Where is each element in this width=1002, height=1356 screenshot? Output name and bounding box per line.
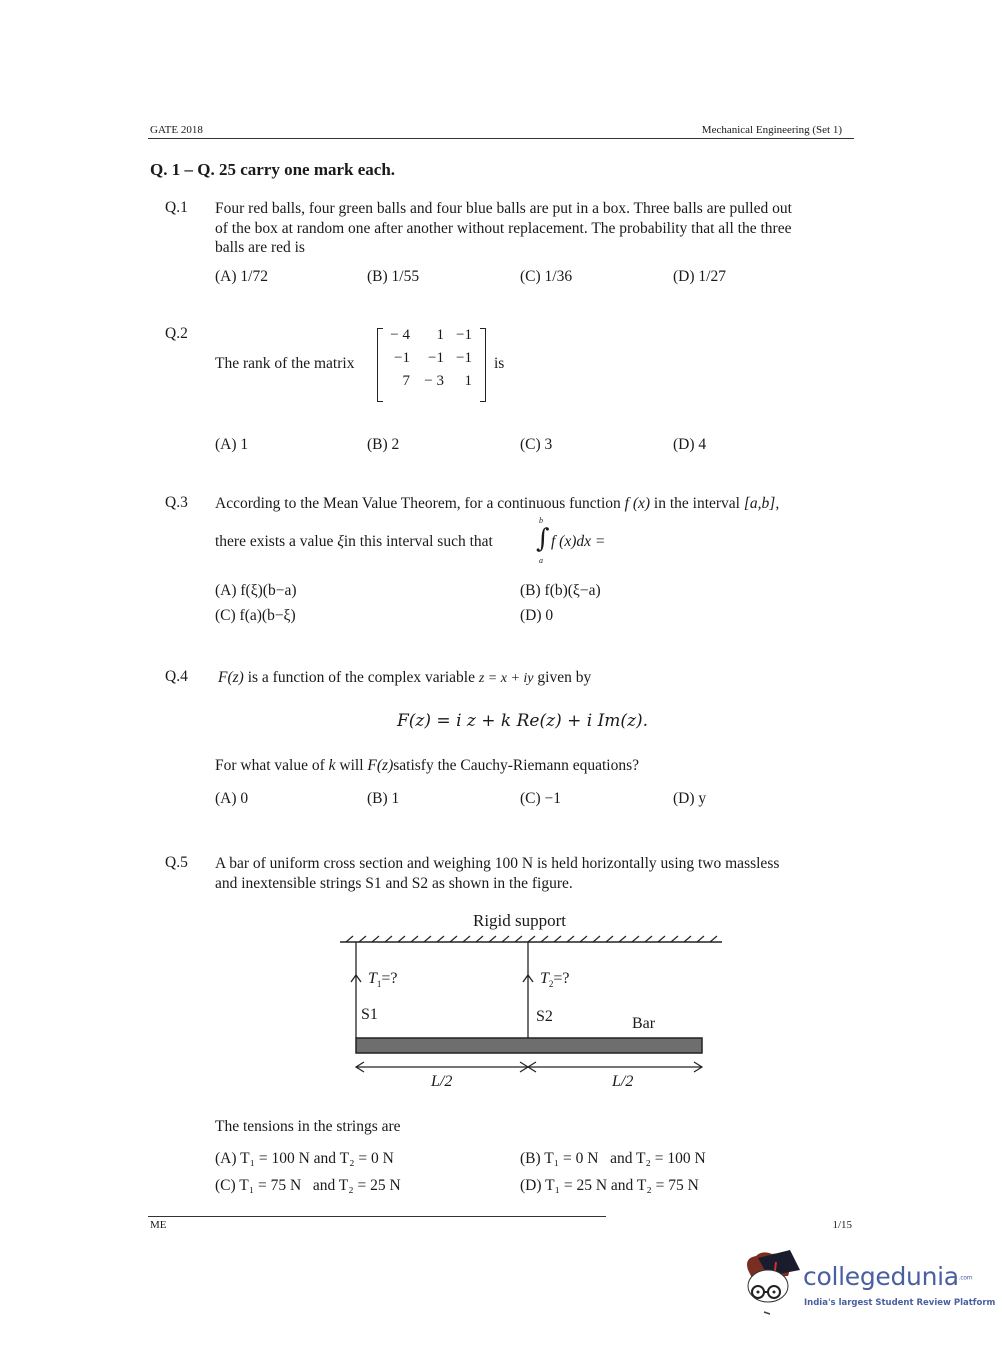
math: ξ [337,533,344,550]
text-line: and inextensible strings S1 and S2 as shown in the figure. [215,874,573,892]
s2-label: S2 [536,1008,553,1025]
bar-label: Bar [632,1015,656,1032]
integral-sign: ∫ [536,524,550,554]
t-symbol: T [368,970,377,987]
text: According to the Mean Value Theorem, for a continuous function [215,495,621,512]
question-line-2 [215,532,493,552]
math: F(z) [218,669,244,686]
brand-tagline: India's largest Student Review Platform [804,1298,996,1308]
matrix-cell: −1 [428,350,444,366]
question-text [215,854,855,893]
text: there exists a value [215,533,334,550]
option-a[interactable]: (A) 0 [215,790,249,807]
brand-suffix: .com [958,1274,973,1282]
bar-strings-diagram [330,905,740,1100]
footer-page-number: 1/15 [832,1219,852,1231]
question-line-1 [218,668,591,689]
text: will [339,757,364,774]
text-line: of the box at random one after another without replacement. The probability that all the three [215,219,792,237]
integrand: f (x)dx = [551,533,606,550]
footer-rule [148,1216,606,1217]
math: [a,b], [743,495,780,512]
question-number: Q.3 [165,494,188,511]
section-title: Q. 1 – Q. 25 carry one mark each. [150,160,396,179]
option-d[interactable]: (D) y [673,790,707,807]
text: in the interval [653,495,740,512]
header-left: GATE 2018 [150,124,203,136]
math: f (x) [624,495,651,512]
question-text-after: is [494,355,505,372]
option-b[interactable]: (B) 1 [367,790,400,807]
t-symbol: T [540,970,549,987]
option-a[interactable]: (A) T₁ = 100 N and T₂ = 0 N [215,1150,394,1167]
matrix [376,327,472,390]
option-c[interactable]: (C) f(a)(b−ξ) [215,607,296,624]
matrix-cell: −1 [456,350,472,366]
matrix-bracket-right [480,328,486,402]
question-number: Q.4 [165,668,188,685]
question-number: Q.2 [165,325,188,342]
option-b[interactable]: (B) f(b)(ξ−a) [520,582,601,599]
header-rule [148,138,854,139]
text-line: A bar of uniform cross section and weighing 100 N is held horizontally using two massless [215,855,780,872]
text: For what value of [215,757,325,774]
option-c[interactable]: (C) 3 [520,436,553,453]
question-number: Q.5 [165,854,188,871]
text: given by [537,669,592,686]
mascot-icon [740,1248,802,1316]
math: z = x + iy [478,671,534,686]
option-d[interactable]: (D) 0 [520,607,554,624]
collegedunia-logo [740,1248,996,1318]
text: is a function of the complex variable [247,669,475,686]
question-line-1 [215,494,779,514]
option-a[interactable]: (A) f(ξ)(b−a) [215,582,297,599]
brand-text: collegedunia [803,1262,959,1291]
text: satisfy the Cauchy-Riemann equations? [393,757,640,774]
option-c[interactable]: (C) −1 [520,790,562,807]
option-d[interactable]: (D) T₁ = 25 N and T₂ = 75 N [520,1177,699,1194]
text: in this interval such that [343,533,493,550]
integral-upper: b [539,516,543,525]
option-a[interactable]: (A) 1/72 [215,268,268,285]
equation: F(z) = i z + k Re(z) + i Im(z). [397,711,649,731]
question-line-2 [215,756,639,776]
matrix-cell: 1 [436,327,444,343]
text-line: balls are red is [215,239,305,256]
footer-left: ME [150,1219,167,1231]
t2-label [540,970,570,989]
question-text [215,199,855,258]
matrix-cell: −1 [394,350,410,366]
t-subscript: 1 [376,979,382,990]
matrix-cell: −1 [456,327,472,343]
t-subscript: 2 [548,979,554,990]
support-label: Rigid support [473,911,567,930]
option-c[interactable]: (C) 1/36 [520,268,573,285]
matrix-cell: 1 [464,373,472,389]
option-b[interactable]: (B) T₁ = 0 N and T₂ = 100 N [520,1150,706,1167]
t-value: =? [553,970,570,987]
question-number: Q.1 [165,199,188,216]
matrix-cell: 7 [402,373,410,389]
option-b[interactable]: (B) 2 [367,436,400,453]
dim-left-label: L/2 [431,1073,453,1090]
integral-lower: a [539,556,543,565]
figure [330,905,740,1100]
s1-label: S1 [361,1006,378,1023]
math: k [328,757,336,774]
math: F(z) [367,757,394,774]
matrix-cell: − 4 [390,327,410,343]
option-c[interactable]: (C) T₁ = 75 N and T₂ = 25 N [215,1177,401,1194]
t-value: =? [381,970,398,987]
option-a[interactable]: (A) 1 [215,436,249,453]
text-line: Four red balls, four green balls and four blue balls are put in a box. Three balls are pulled out [215,200,792,217]
option-b[interactable]: (B) 1/55 [367,268,420,285]
question-prompt: The tensions in the strings are [215,1118,401,1135]
t1-label [368,970,398,989]
option-d[interactable]: (D) 1/27 [673,268,726,285]
brand-name [803,1262,972,1291]
dim-right-label: L/2 [612,1073,634,1090]
question-text: The rank of the matrix [215,355,355,372]
header-right: Mechanical Engineering (Set 1) [701,124,842,136]
matrix-cell: − 3 [424,373,444,389]
option-d[interactable]: (D) 4 [673,436,707,453]
